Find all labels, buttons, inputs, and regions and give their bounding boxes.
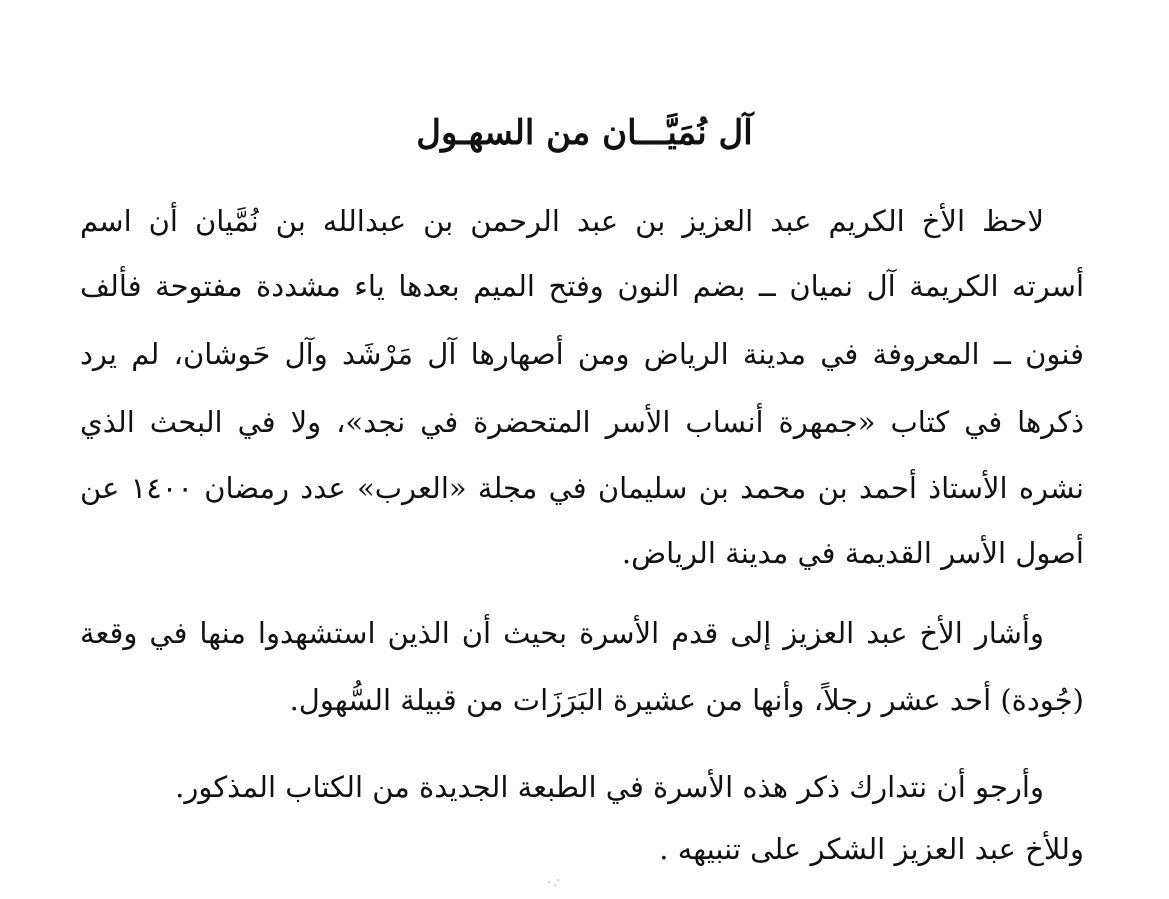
paragraph-1-line-1: لاحظ الأخ الكريم عبد العزيز بن عبد الرحمن بن عبدالله بن نُمَّيان أن اسم — [80, 204, 1044, 238]
paragraph-1-line-6: أصول الأسر القديمة في مدينة الرياض. — [621, 536, 1084, 570]
paragraph-2-line-1: وأشار الأخ عبد العزيز إلى قدم الأسرة بحيث أن الذين استشهدوا منها في وقعة — [80, 616, 1044, 650]
paragraph-3-line-2: وللأخ عبد العزيز الشكر على تنبيهه . — [659, 832, 1084, 866]
paragraph-1-line-2: أسرته الكريمة آل نميان ــ بضم النون وفتح الميم بعدها ياء مشددة مفتوحة فألف — [80, 269, 1084, 303]
paragraph-1-line-5: نشره الأستاذ أحمد بن محمد بن سليمان في مجلة «العرب» عدد رمضان ١٤٠٠ عن — [80, 471, 1084, 505]
document-title: آل نُمَيَّـــان من السهـول — [416, 113, 753, 153]
paragraph-1-line-4: ذكرها في كتاب «جمهرة أنساب الأسر المتحضرة في نجد»، ولا في البحث الذي — [80, 405, 1084, 439]
paragraph-1-line-3: فنون ــ المعروفة في مدينة الرياض ومن أصهارها آل مَرْشَد وآل حَوشان، لم يرد — [80, 337, 1084, 371]
paragraph-3-line-1: وأرجو أن نتدارك ذكر هذه الأسرة في الطبعة الجديدة من الكتاب المذكور. — [175, 770, 1044, 804]
paragraph-2-line-2: (جُودة) أحد عشر رجلاً، وأنها من عشيرة البَرَزَات من قبيلة السُّهول. — [289, 683, 1084, 717]
scan-speck — [540, 873, 570, 891]
